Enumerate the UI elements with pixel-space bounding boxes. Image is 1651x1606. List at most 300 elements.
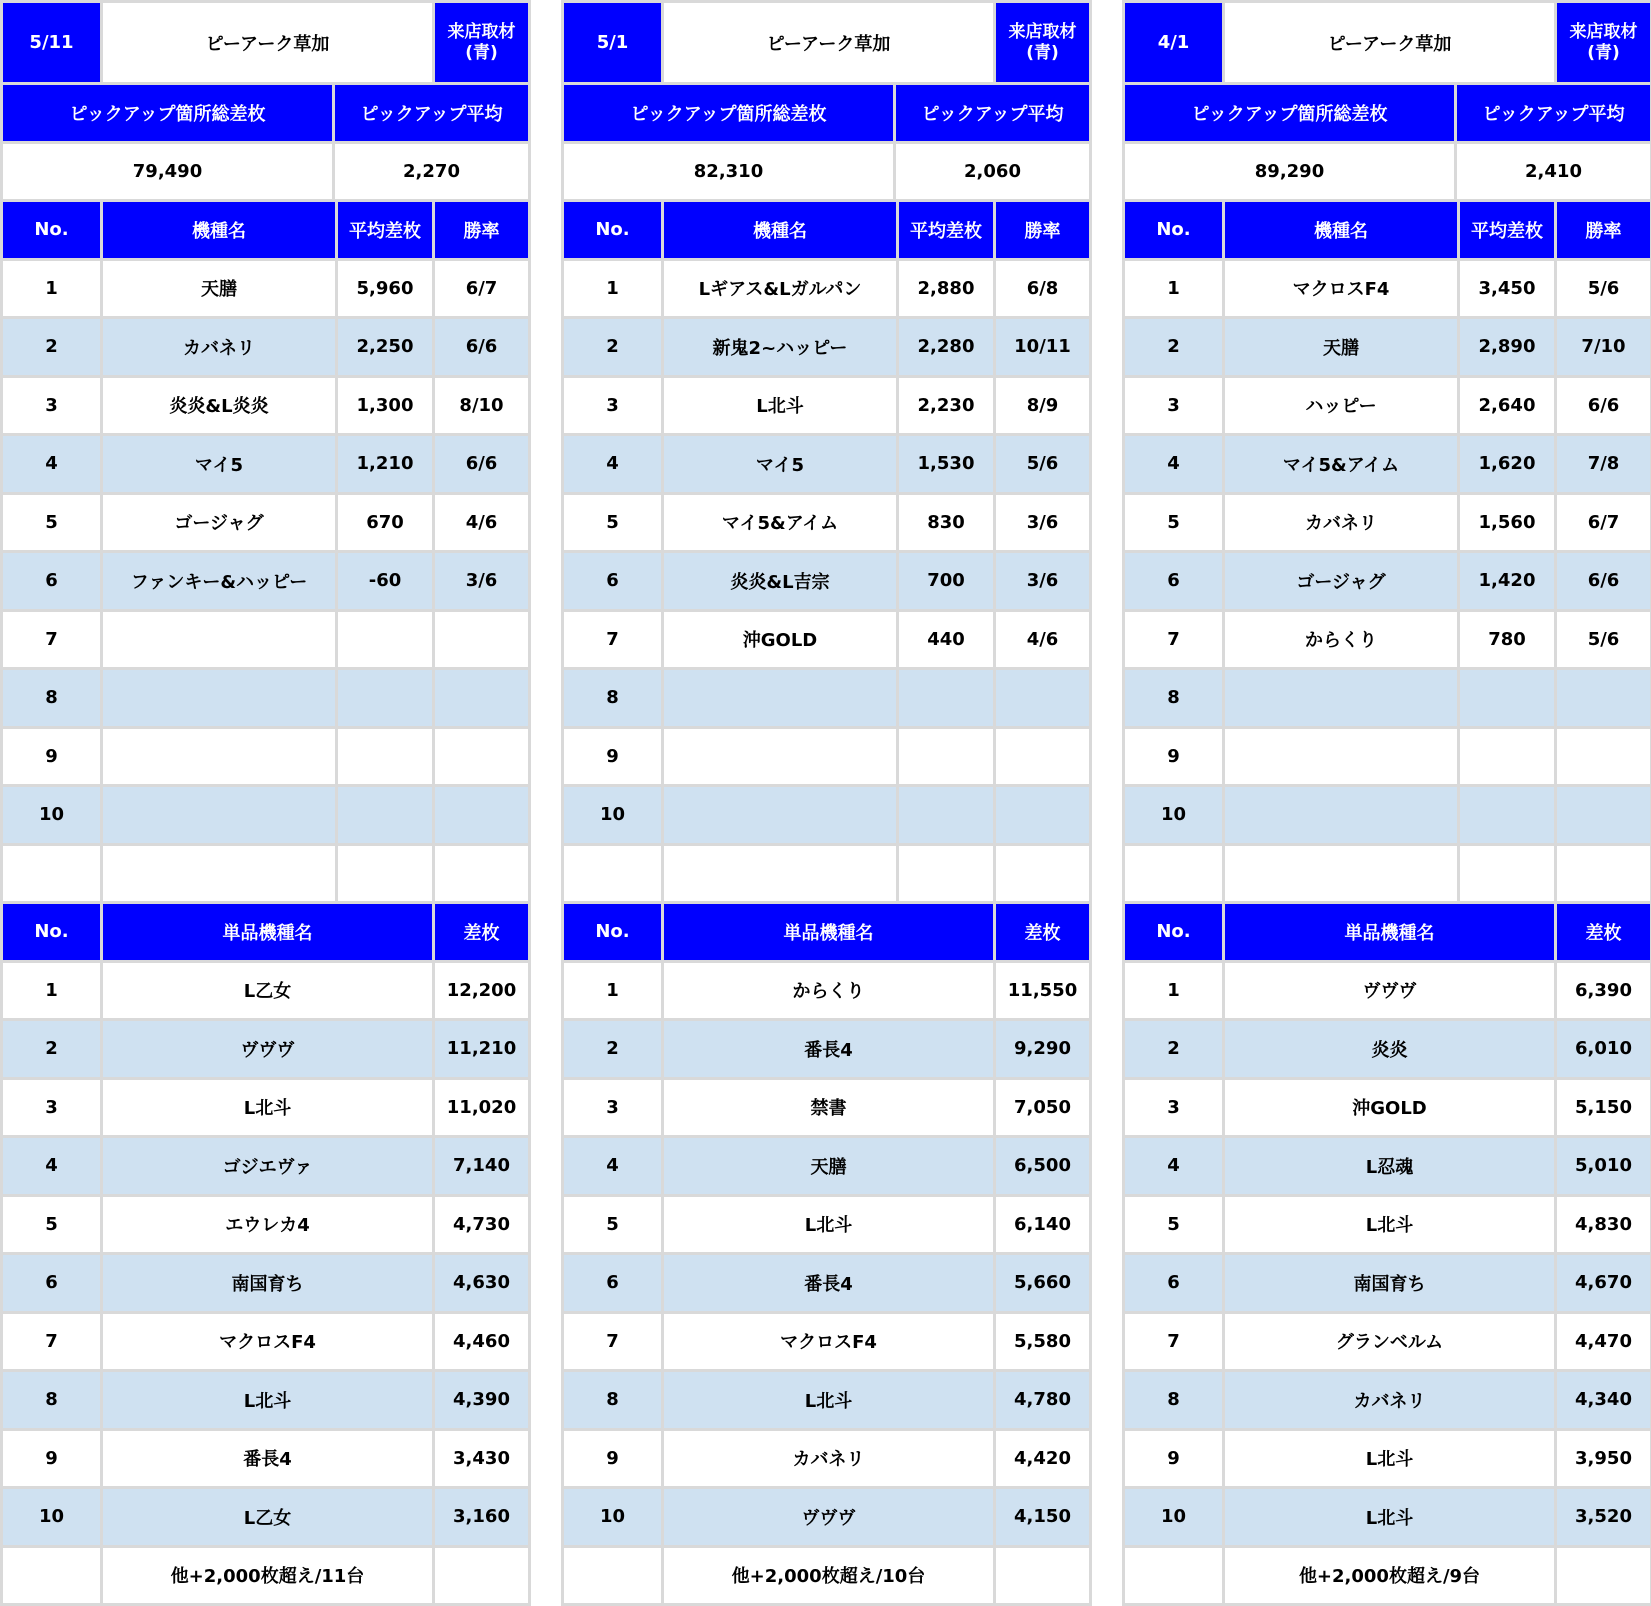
machine-row <box>561 609 1092 668</box>
store-panel <box>0 0 531 1606</box>
machine-no: 6 <box>1125 553 1222 609</box>
unit-no: 3 <box>564 1080 661 1136</box>
machine-name: Lギアス&Lガルパン <box>664 261 896 317</box>
machine-name <box>103 670 335 726</box>
machine-win-rate: 3/6 <box>996 553 1089 609</box>
unit-header-row <box>0 901 531 960</box>
unit-machine-name: L乙女 <box>103 1489 432 1545</box>
pickup-avg-value: 2,060 <box>896 144 1089 199</box>
coverage-badge <box>1557 3 1650 82</box>
unit-no: 2 <box>3 1021 100 1077</box>
machine-row <box>1122 550 1651 609</box>
unit-no: 6 <box>564 1255 661 1311</box>
machine-no: 10 <box>564 787 661 843</box>
coverage-badge <box>435 3 528 82</box>
unit-row <box>0 1135 531 1194</box>
machine-row <box>1122 667 1651 726</box>
unit-no: 2 <box>1125 1021 1222 1077</box>
footer-summary: 他+2,000枚超え/9台 <box>1225 1548 1554 1604</box>
unit-no: 5 <box>564 1197 661 1253</box>
unit-diff: 4,420 <box>996 1431 1089 1487</box>
machine-row <box>1122 433 1651 492</box>
unit-diff: 4,670 <box>1557 1255 1650 1311</box>
machine-win-rate <box>1557 670 1650 726</box>
machine-avg-diff <box>338 729 432 785</box>
pickup-avg-value: 2,410 <box>1457 144 1650 199</box>
empty-cell <box>1125 846 1222 902</box>
unit-diff: 12,200 <box>435 963 528 1019</box>
unit-machine-name: L北斗 <box>103 1372 432 1428</box>
machine-avg-diff: 2,880 <box>899 261 993 317</box>
unit-row <box>0 1428 531 1487</box>
pickup-avg-label: ピックアップ平均 <box>896 85 1089 141</box>
machine-win-rate <box>996 787 1089 843</box>
unit-machine-name: マクロスF4 <box>664 1314 993 1370</box>
machine-row <box>561 550 1092 609</box>
unit-machine-name: カバネリ <box>664 1431 993 1487</box>
win-rate-header: 勝率 <box>1557 202 1650 258</box>
machine-win-rate: 6/7 <box>435 261 528 317</box>
machine-no: 6 <box>3 553 100 609</box>
machine-win-rate: 6/6 <box>1557 378 1650 434</box>
machine-avg-diff <box>899 729 993 785</box>
machine-win-rate <box>435 670 528 726</box>
unit-diff: 4,780 <box>996 1372 1089 1428</box>
machine-avg-diff: 1,210 <box>338 436 432 492</box>
unit-diff: 6,010 <box>1557 1021 1650 1077</box>
machine-no: 7 <box>3 612 100 668</box>
machine-no: 3 <box>1125 378 1222 434</box>
empty-cell <box>103 846 335 902</box>
machine-avg-diff <box>1460 787 1554 843</box>
unit-diff: 6,500 <box>996 1138 1089 1194</box>
machine-no: 6 <box>564 553 661 609</box>
coverage-badge <box>996 3 1089 82</box>
unit-machine-name: L忍魂 <box>1225 1138 1554 1194</box>
pickup-avg-label: ピックアップ平均 <box>335 85 528 141</box>
machine-name-header: 機種名 <box>664 202 896 258</box>
machine-avg-diff: 2,280 <box>899 319 993 375</box>
machine-name: 炎炎&L炎炎 <box>103 378 335 434</box>
empty-cell <box>435 1548 528 1604</box>
panel-title-row <box>1122 0 1651 82</box>
machine-name <box>664 729 896 785</box>
unit-no: 5 <box>1125 1197 1222 1253</box>
machine-name: 天膳 <box>103 261 335 317</box>
machine-name <box>1225 729 1457 785</box>
machine-win-rate: 4/6 <box>435 495 528 551</box>
machine-avg-diff: 1,530 <box>899 436 993 492</box>
unit-row <box>1122 1486 1651 1545</box>
panel-title-row <box>0 0 531 82</box>
machine-name: からくり <box>1225 612 1457 668</box>
unit-diff: 5,010 <box>1557 1138 1650 1194</box>
machine-row <box>0 726 531 785</box>
unit-row <box>1122 1135 1651 1194</box>
machine-name: 天膳 <box>1225 319 1457 375</box>
machine-name <box>664 670 896 726</box>
unit-diff: 3,520 <box>1557 1489 1650 1545</box>
unit-no: 7 <box>1125 1314 1222 1370</box>
machine-no: 5 <box>564 495 661 551</box>
unit-no: 10 <box>1125 1489 1222 1545</box>
unit-machine-name: L北斗 <box>664 1372 993 1428</box>
machine-name: ファンキー&ハッピー <box>103 553 335 609</box>
footer-row <box>1122 1545 1651 1604</box>
unit-diff: 6,390 <box>1557 963 1650 1019</box>
machine-avg-diff: 2,250 <box>338 319 432 375</box>
machine-no: 4 <box>1125 436 1222 492</box>
unit-no: 5 <box>3 1197 100 1253</box>
unit-row <box>1122 1252 1651 1311</box>
unit-row <box>0 1194 531 1253</box>
machine-avg-diff: 830 <box>899 495 993 551</box>
unit-machine-name: L北斗 <box>664 1197 993 1253</box>
unit-machine-name: 南国育ち <box>103 1255 432 1311</box>
store-panel <box>561 0 1092 1606</box>
unit-machine-name: 沖GOLD <box>1225 1080 1554 1136</box>
machine-row <box>561 258 1092 317</box>
machine-no: 3 <box>3 378 100 434</box>
pickup-total-label: ピックアップ箇所総差枚 <box>564 85 893 141</box>
unit-row <box>561 1018 1092 1077</box>
unit-row <box>1122 1077 1651 1136</box>
unit-row <box>561 1486 1092 1545</box>
unit-row <box>1122 960 1651 1019</box>
footer-summary: 他+2,000枚超え/11台 <box>103 1548 432 1604</box>
badge-line: 来店取材 <box>447 21 516 42</box>
unit-row <box>561 1135 1092 1194</box>
unit-machine-name: L北斗 <box>103 1080 432 1136</box>
machine-no: 4 <box>3 436 100 492</box>
machine-name: ハッピー <box>1225 378 1457 434</box>
unit-no: 6 <box>3 1255 100 1311</box>
unit-no: 1 <box>3 963 100 1019</box>
machine-row <box>1122 375 1651 434</box>
win-rate-header: 勝率 <box>435 202 528 258</box>
unit-diff: 5,580 <box>996 1314 1089 1370</box>
unit-no: 1 <box>1125 963 1222 1019</box>
machine-name: マクロスF4 <box>1225 261 1457 317</box>
machine-avg-diff: 440 <box>899 612 993 668</box>
machine-win-rate: 5/6 <box>996 436 1089 492</box>
unit-diff: 7,140 <box>435 1138 528 1194</box>
unit-row <box>561 1194 1092 1253</box>
pickup-total-label: ピックアップ箇所総差枚 <box>3 85 332 141</box>
machine-avg-diff <box>338 612 432 668</box>
unit-machine-name: 番長4 <box>664 1255 993 1311</box>
pickup-total-label: ピックアップ箇所総差枚 <box>1125 85 1454 141</box>
machine-win-rate: 6/6 <box>1557 553 1650 609</box>
machine-avg-diff: 670 <box>338 495 432 551</box>
machine-no: 8 <box>3 670 100 726</box>
machine-win-rate: 6/7 <box>1557 495 1650 551</box>
empty-cell <box>899 846 993 902</box>
machine-row <box>0 609 531 668</box>
panel-gutter <box>1092 0 1122 1606</box>
unit-no: 3 <box>1125 1080 1222 1136</box>
no-header: No. <box>3 904 100 960</box>
store-name: ピーアーク草加 <box>664 3 993 82</box>
machine-win-rate: 5/6 <box>1557 612 1650 668</box>
footer-row <box>0 1545 531 1604</box>
machine-row <box>561 375 1092 434</box>
unit-header-row <box>561 901 1092 960</box>
unit-diff: 4,470 <box>1557 1314 1650 1370</box>
unit-machine-name: 番長4 <box>103 1431 432 1487</box>
unit-no: 7 <box>3 1314 100 1370</box>
unit-row <box>0 1252 531 1311</box>
unit-row <box>561 960 1092 1019</box>
machine-name: マイ5&アイム <box>1225 436 1457 492</box>
pickup-value-row <box>0 141 531 199</box>
unit-machine-name: グランベルム <box>1225 1314 1554 1370</box>
empty-cell <box>1557 1548 1650 1604</box>
unit-machine-name: 炎炎 <box>1225 1021 1554 1077</box>
machine-win-rate: 6/6 <box>435 319 528 375</box>
machine-no: 9 <box>1125 729 1222 785</box>
machine-name: ゴージャグ <box>1225 553 1457 609</box>
unit-no: 1 <box>564 963 661 1019</box>
unit-no: 3 <box>3 1080 100 1136</box>
unit-row <box>0 1018 531 1077</box>
machine-avg-diff: 2,640 <box>1460 378 1554 434</box>
unit-row <box>0 1369 531 1428</box>
machine-win-rate: 3/6 <box>435 553 528 609</box>
machine-name: L北斗 <box>664 378 896 434</box>
unit-row <box>561 1311 1092 1370</box>
footer-row <box>561 1545 1092 1604</box>
unit-diff: 11,210 <box>435 1021 528 1077</box>
no-header: No. <box>1125 202 1222 258</box>
machine-win-rate <box>435 612 528 668</box>
machine-avg-diff: 5,960 <box>338 261 432 317</box>
badge-line: 来店取材 <box>1569 21 1638 42</box>
unit-machine-name: L乙女 <box>103 963 432 1019</box>
empty-cell <box>996 1548 1089 1604</box>
unit-machine-name: 番長4 <box>664 1021 993 1077</box>
pickup-value-row <box>1122 141 1651 199</box>
unit-row <box>561 1428 1092 1487</box>
unit-row <box>561 1252 1092 1311</box>
unit-diff: 4,340 <box>1557 1372 1650 1428</box>
unit-machine-name: からくり <box>664 963 993 1019</box>
machine-row <box>0 667 531 726</box>
machine-row <box>1122 316 1651 375</box>
machine-avg-diff: 1,420 <box>1460 553 1554 609</box>
no-header: No. <box>3 202 100 258</box>
panel-gutter <box>531 0 561 1606</box>
unit-row <box>561 1369 1092 1428</box>
pickup-value-row <box>561 141 1092 199</box>
spacer-row <box>0 843 531 902</box>
machine-row <box>1122 609 1651 668</box>
machine-header-row <box>561 199 1092 258</box>
unit-row <box>0 1486 531 1545</box>
no-header: No. <box>564 202 661 258</box>
machine-avg-diff: 1,560 <box>1460 495 1554 551</box>
empty-cell <box>3 1548 100 1604</box>
machine-no: 2 <box>1125 319 1222 375</box>
machine-row <box>0 433 531 492</box>
machine-no: 2 <box>564 319 661 375</box>
machine-row <box>0 316 531 375</box>
unit-no: 10 <box>3 1489 100 1545</box>
no-header: No. <box>564 904 661 960</box>
machine-row <box>561 316 1092 375</box>
unit-name-header: 単品機種名 <box>664 904 993 960</box>
machine-row <box>561 667 1092 726</box>
unit-row <box>561 1077 1092 1136</box>
machine-row <box>561 433 1092 492</box>
unit-machine-name: カバネリ <box>1225 1372 1554 1428</box>
machine-avg-diff: 3,450 <box>1460 261 1554 317</box>
unit-machine-name: ヴヴヴ <box>103 1021 432 1077</box>
machine-name-header: 機種名 <box>103 202 335 258</box>
unit-no: 10 <box>564 1489 661 1545</box>
unit-diff: 4,730 <box>435 1197 528 1253</box>
machine-no: 10 <box>3 787 100 843</box>
unit-machine-name: ヴヴヴ <box>1225 963 1554 1019</box>
unit-no: 8 <box>1125 1372 1222 1428</box>
empty-cell <box>996 846 1089 902</box>
machine-name: カバネリ <box>103 319 335 375</box>
unit-row <box>1122 1018 1651 1077</box>
avg-diff-header: 平均差枚 <box>338 202 432 258</box>
date-label: 5/11 <box>3 3 100 82</box>
machine-win-rate: 6/6 <box>435 436 528 492</box>
machine-name <box>103 612 335 668</box>
machine-no: 5 <box>3 495 100 551</box>
unit-diff: 4,630 <box>435 1255 528 1311</box>
empty-cell <box>3 846 100 902</box>
machine-no: 8 <box>564 670 661 726</box>
badge-line: (青) <box>1587 42 1620 63</box>
machine-row <box>0 492 531 551</box>
unit-machine-name: L北斗 <box>1225 1489 1554 1545</box>
machine-name: マイ5&アイム <box>664 495 896 551</box>
unit-no: 8 <box>564 1372 661 1428</box>
machine-name-header: 機種名 <box>1225 202 1457 258</box>
machine-avg-diff <box>1460 670 1554 726</box>
unit-diff: 5,150 <box>1557 1080 1650 1136</box>
machine-no: 9 <box>3 729 100 785</box>
unit-diff: 4,150 <box>996 1489 1089 1545</box>
machine-win-rate: 7/8 <box>1557 436 1650 492</box>
machine-no: 4 <box>564 436 661 492</box>
no-header: No. <box>1125 904 1222 960</box>
machine-win-rate: 10/11 <box>996 319 1089 375</box>
machine-win-rate <box>1557 787 1650 843</box>
machine-name: 新鬼2~ハッピー <box>664 319 896 375</box>
machine-win-rate: 7/10 <box>1557 319 1650 375</box>
machine-name <box>664 787 896 843</box>
unit-no: 4 <box>564 1138 661 1194</box>
machine-win-rate <box>435 729 528 785</box>
machine-name: マイ5 <box>664 436 896 492</box>
machine-row <box>0 375 531 434</box>
pickup-label-row <box>561 82 1092 141</box>
store-name: ピーアーク草加 <box>1225 3 1554 82</box>
machine-header-row <box>1122 199 1651 258</box>
unit-no: 4 <box>1125 1138 1222 1194</box>
diff-header: 差枚 <box>996 904 1089 960</box>
unit-diff: 4,830 <box>1557 1197 1650 1253</box>
unit-machine-name: 天膳 <box>664 1138 993 1194</box>
machine-avg-diff: 2,890 <box>1460 319 1554 375</box>
unit-row <box>0 1077 531 1136</box>
machine-name <box>103 787 335 843</box>
machine-row <box>1122 784 1651 843</box>
unit-no: 9 <box>564 1431 661 1487</box>
unit-row <box>1122 1311 1651 1370</box>
store-name: ピーアーク草加 <box>103 3 432 82</box>
unit-machine-name: エウレカ4 <box>103 1197 432 1253</box>
date-label: 5/1 <box>564 3 661 82</box>
unit-no: 4 <box>3 1138 100 1194</box>
unit-no: 9 <box>3 1431 100 1487</box>
machine-row <box>561 784 1092 843</box>
machine-name <box>103 729 335 785</box>
empty-cell <box>564 846 661 902</box>
machine-no: 1 <box>3 261 100 317</box>
badge-line: (青) <box>465 42 498 63</box>
unit-no: 8 <box>3 1372 100 1428</box>
unit-no: 6 <box>1125 1255 1222 1311</box>
machine-win-rate <box>996 729 1089 785</box>
avg-diff-header: 平均差枚 <box>899 202 993 258</box>
unit-machine-name: 禁書 <box>664 1080 993 1136</box>
empty-cell <box>664 846 896 902</box>
machine-avg-diff: 700 <box>899 553 993 609</box>
unit-diff: 3,950 <box>1557 1431 1650 1487</box>
unit-name-header: 単品機種名 <box>1225 904 1554 960</box>
pickup-label-row <box>1122 82 1651 141</box>
unit-no: 7 <box>564 1314 661 1370</box>
machine-avg-diff: -60 <box>338 553 432 609</box>
footer-summary: 他+2,000枚超え/10台 <box>664 1548 993 1604</box>
empty-cell <box>1125 1548 1222 1604</box>
machine-win-rate: 5/6 <box>1557 261 1650 317</box>
machine-avg-diff: 2,230 <box>899 378 993 434</box>
machine-name: ゴージャグ <box>103 495 335 551</box>
unit-machine-name: L北斗 <box>1225 1431 1554 1487</box>
unit-machine-name: ヴヴヴ <box>664 1489 993 1545</box>
machine-row <box>0 784 531 843</box>
machine-avg-diff: 780 <box>1460 612 1554 668</box>
machine-row <box>561 726 1092 785</box>
unit-diff: 3,160 <box>435 1489 528 1545</box>
unit-machine-name: マクロスF4 <box>103 1314 432 1370</box>
unit-machine-name: 南国育ち <box>1225 1255 1554 1311</box>
avg-diff-header: 平均差枚 <box>1460 202 1554 258</box>
machine-name <box>1225 787 1457 843</box>
machine-avg-diff: 1,620 <box>1460 436 1554 492</box>
unit-diff: 11,550 <box>996 963 1089 1019</box>
machine-win-rate: 8/10 <box>435 378 528 434</box>
machine-no: 9 <box>564 729 661 785</box>
machine-no: 1 <box>564 261 661 317</box>
machine-no: 7 <box>1125 612 1222 668</box>
machine-name: 炎炎&L吉宗 <box>664 553 896 609</box>
badge-line: 来店取材 <box>1008 21 1077 42</box>
machine-win-rate <box>435 787 528 843</box>
unit-diff: 3,430 <box>435 1431 528 1487</box>
unit-machine-name: L北斗 <box>1225 1197 1554 1253</box>
machine-header-row <box>0 199 531 258</box>
machine-no: 1 <box>1125 261 1222 317</box>
machine-win-rate: 3/6 <box>996 495 1089 551</box>
